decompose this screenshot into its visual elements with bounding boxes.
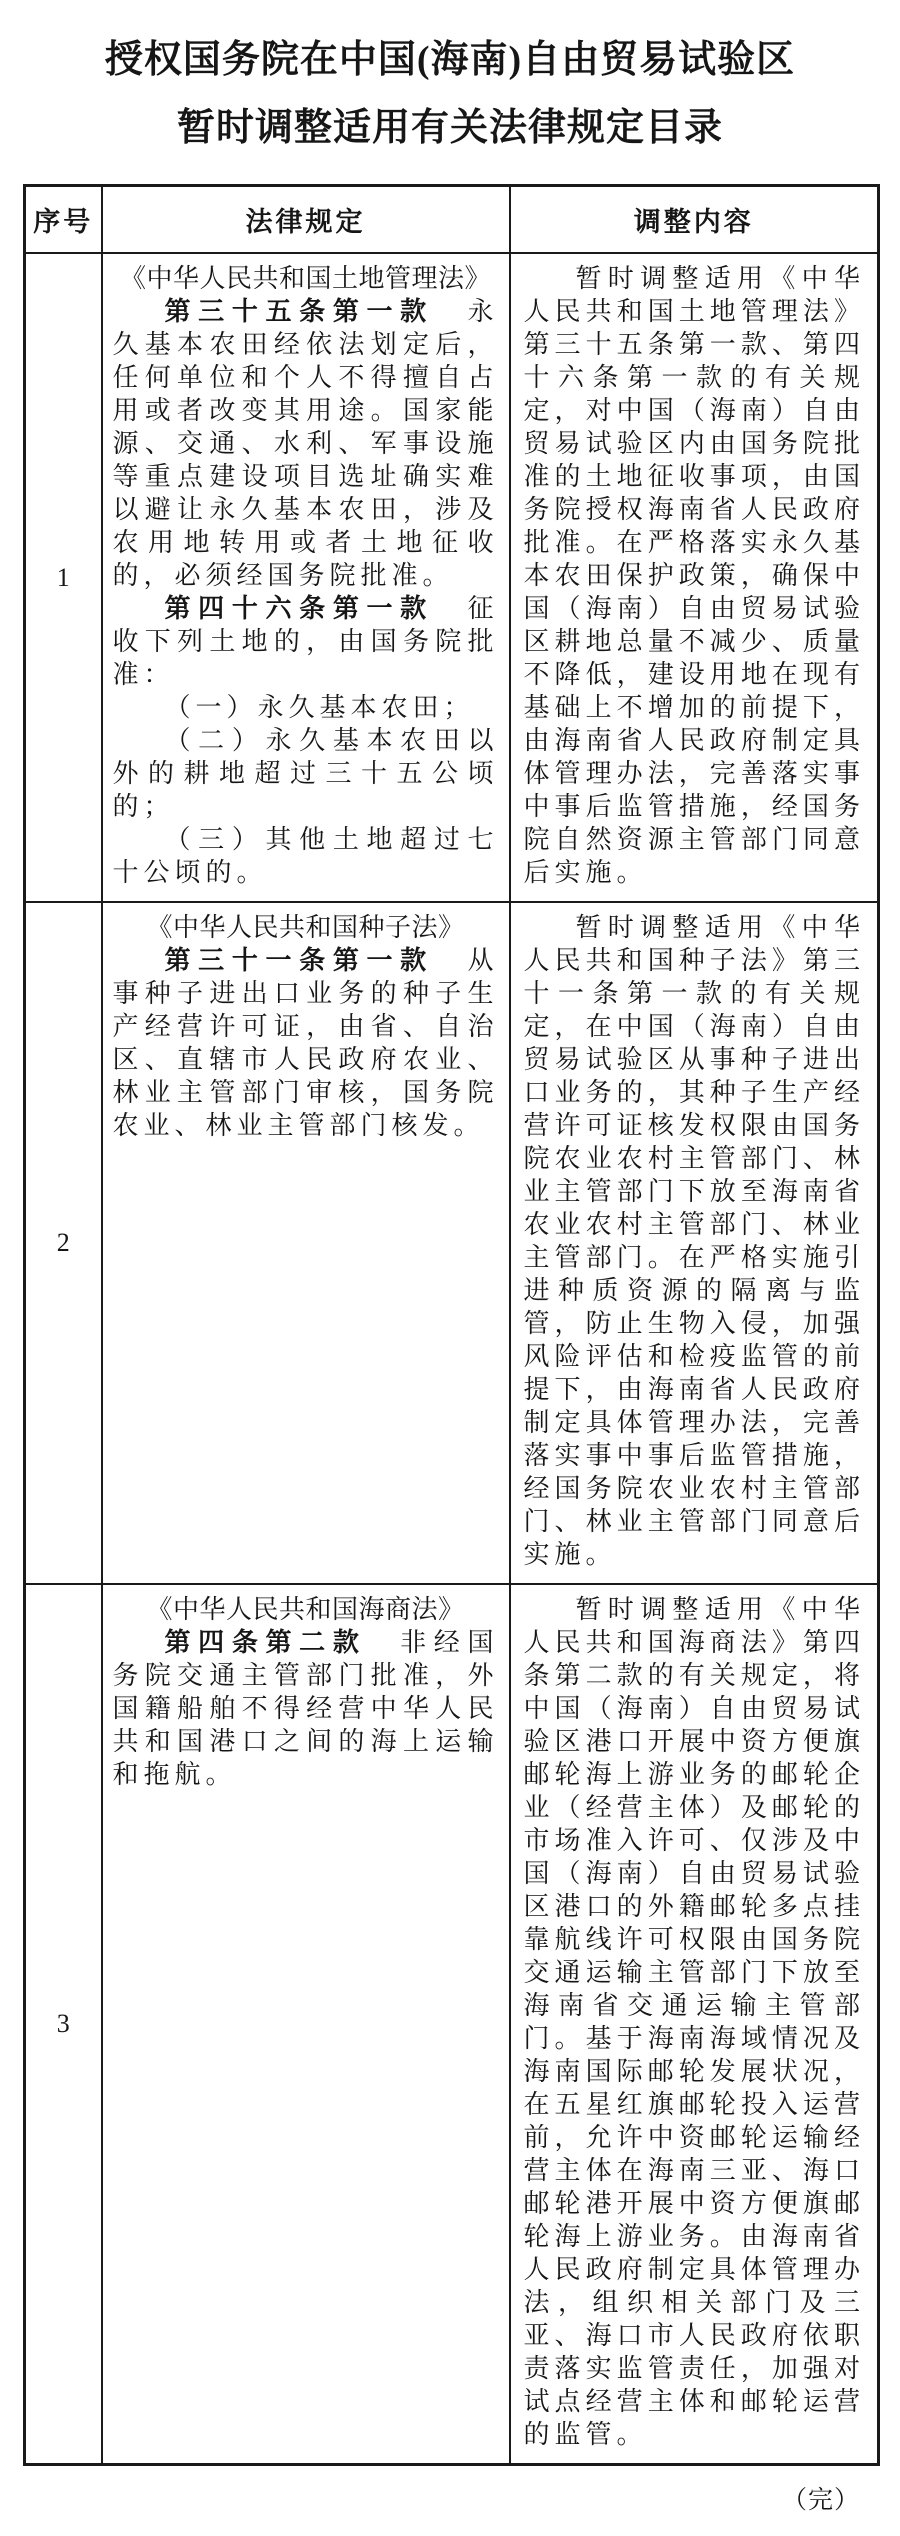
paragraph-text: 《中华人民共和国海商法》 [146, 1595, 465, 1624]
law-paragraph [113, 1593, 499, 1626]
table-row [25, 902, 879, 1584]
adjustment-content-cell [510, 253, 879, 902]
law-paragraph [113, 911, 499, 944]
table-header [25, 186, 879, 254]
law-paragraph [113, 944, 499, 1142]
regulations-table [23, 184, 880, 2466]
law-paragraph [113, 691, 499, 724]
law-paragraph [113, 1626, 499, 1791]
row-number: 1 [56, 562, 70, 592]
document-title [0, 26, 900, 162]
paragraph-text: 暂时调整适用《中华人民共和国种子法》第三十一条第一款的有关规定，在中国（海南）自由贸易试验区从事种子进出口业务的，其种子生产经营许可证核发权限由国务院农业农村主管部门、林业主管部门下放至海南省农业农村主管部门、林业主管部门。在严格实施引进种质资源的隔离与监管，防止生物入侵，加强风险评估和检疫监管的前提下，由海南省人民政府制定具体管理办法，完善落实事中事后监管措施，经国务院农业农村主管部门、林业主管部门同意后实施。 [523, 913, 865, 1569]
adjustment-paragraph [524, 911, 866, 1571]
paragraph-text: （一）永久基本农田； [164, 693, 475, 722]
paragraph-text: 暂时调整适用《中华人民共和国海商法》第四条第二款的有关规定，将中国（海南）自由贸易试验区港口开展中资方便旗邮轮海上游业务的邮轮企业（经营主体）及邮轮的市场准入许可、仅涉及中国（海南）自由贸易试验区港口的外籍邮轮多点挂靠航线许可权限由国务院交通运输主管部门下放至海南省交通运输主管部门。基于海南海域情况及海南国际邮轮发展状况，在五星红旗邮轮投入运营前，允许中资邮轮运输经营主体在海南三亚、海口邮轮港开展中资方便旗邮轮海上游业务。由海南省人民政府制定具体管理办法，组织相关部门及三亚、海口市人民政府依职责落实监管责任，加强对试点经营主体和邮轮运营的监管。 [523, 1595, 865, 2449]
row-number: 2 [56, 1228, 70, 1257]
law-paragraph [113, 823, 499, 889]
paragraph-text: 非经国务院交通主管部门批准，外国籍船舶不得经营中华人民共和国港口之间的海上运输和拖航。 [112, 1628, 499, 1789]
paragraph-text: 《中华人民共和国土地管理法》 [119, 264, 491, 293]
paragraph-text: （三）其他土地超过七十公顷的。 [112, 825, 499, 887]
paragraph-text: 征收下列土地的，由国务院批准： [112, 594, 499, 689]
paragraph-text: 从事种子进出口业务的种子生产经营许可证，由省、自治区、直辖市人民政府农业、林业主管部门审核，国务院农业、林业主管部门核发。 [112, 946, 499, 1140]
adjustment-content-cell [510, 902, 879, 1584]
table-row [25, 1584, 879, 2465]
law-paragraph [113, 724, 499, 823]
law-provision-cell [102, 253, 510, 902]
header-sequence-number: 序号 [25, 186, 102, 254]
article-clause-label: 第三十五条第一款 [164, 297, 434, 326]
adjustment-content-cell [510, 1584, 879, 2465]
header-legal-provision: 法律规定 [102, 186, 510, 254]
row-number-cell [25, 1584, 102, 2465]
law-paragraph [113, 592, 499, 691]
article-clause-label: 第三十一条第一款 [164, 946, 434, 975]
table-body [25, 253, 879, 2465]
document-title-line-2: 暂时调整适用有关法律规定目录 [176, 107, 723, 149]
article-clause-label: 第四条第二款 [164, 1628, 367, 1657]
law-paragraph [113, 295, 499, 592]
adjustment-paragraph [524, 1593, 866, 2451]
paragraph-text: 暂时调整适用《中华人民共和国土地管理法》第三十五条第一款、第四十六条第一款的有关规定，对中国（海南）自由贸易试验区内由国务院批准的土地征收事项，由国务院授权海南省人民政府批准。在严格落实永久基本农田保护政策，确保中国（海南）自由贸易试验区耕地总量不减少、质量不降低，建设用地在现有基础上不增加的前提下，由海南省人民政府制定具体管理办法，完善落实事中事后监管措施，经国务院自然资源主管部门同意后实施。 [523, 264, 865, 887]
article-clause-label: 第四十六条第一款 [164, 594, 434, 623]
row-number: 3 [56, 2009, 70, 2038]
law-provision-cell [102, 1584, 510, 2465]
row-number-cell [25, 253, 102, 902]
row-number-cell [25, 902, 102, 1584]
paragraph-text: 《中华人民共和国种子法》 [146, 913, 465, 942]
paragraph-text: 永久基本农田经依法划定后，任何单位和个人不得擅自占用或者改变其用途。国家能源、交通、水利、军事设施等重点建设项目选址确实难以避让永久基本农田，涉及农用地转用或者土地征收的，必须经国务院批准。 [112, 297, 499, 590]
document-end-mark: （完） [781, 2487, 860, 2514]
law-paragraph [113, 262, 499, 295]
table-row [25, 253, 879, 902]
adjustment-paragraph [524, 262, 866, 889]
paragraph-text: （二）永久基本农田以外的耕地超过三十五公顷的； [112, 726, 499, 821]
law-provision-cell [102, 902, 510, 1584]
document-title-line-1: 授权国务院在中国(海南)自由贸易试验区 [104, 39, 796, 81]
header-adjustment-content: 调整内容 [510, 186, 879, 254]
